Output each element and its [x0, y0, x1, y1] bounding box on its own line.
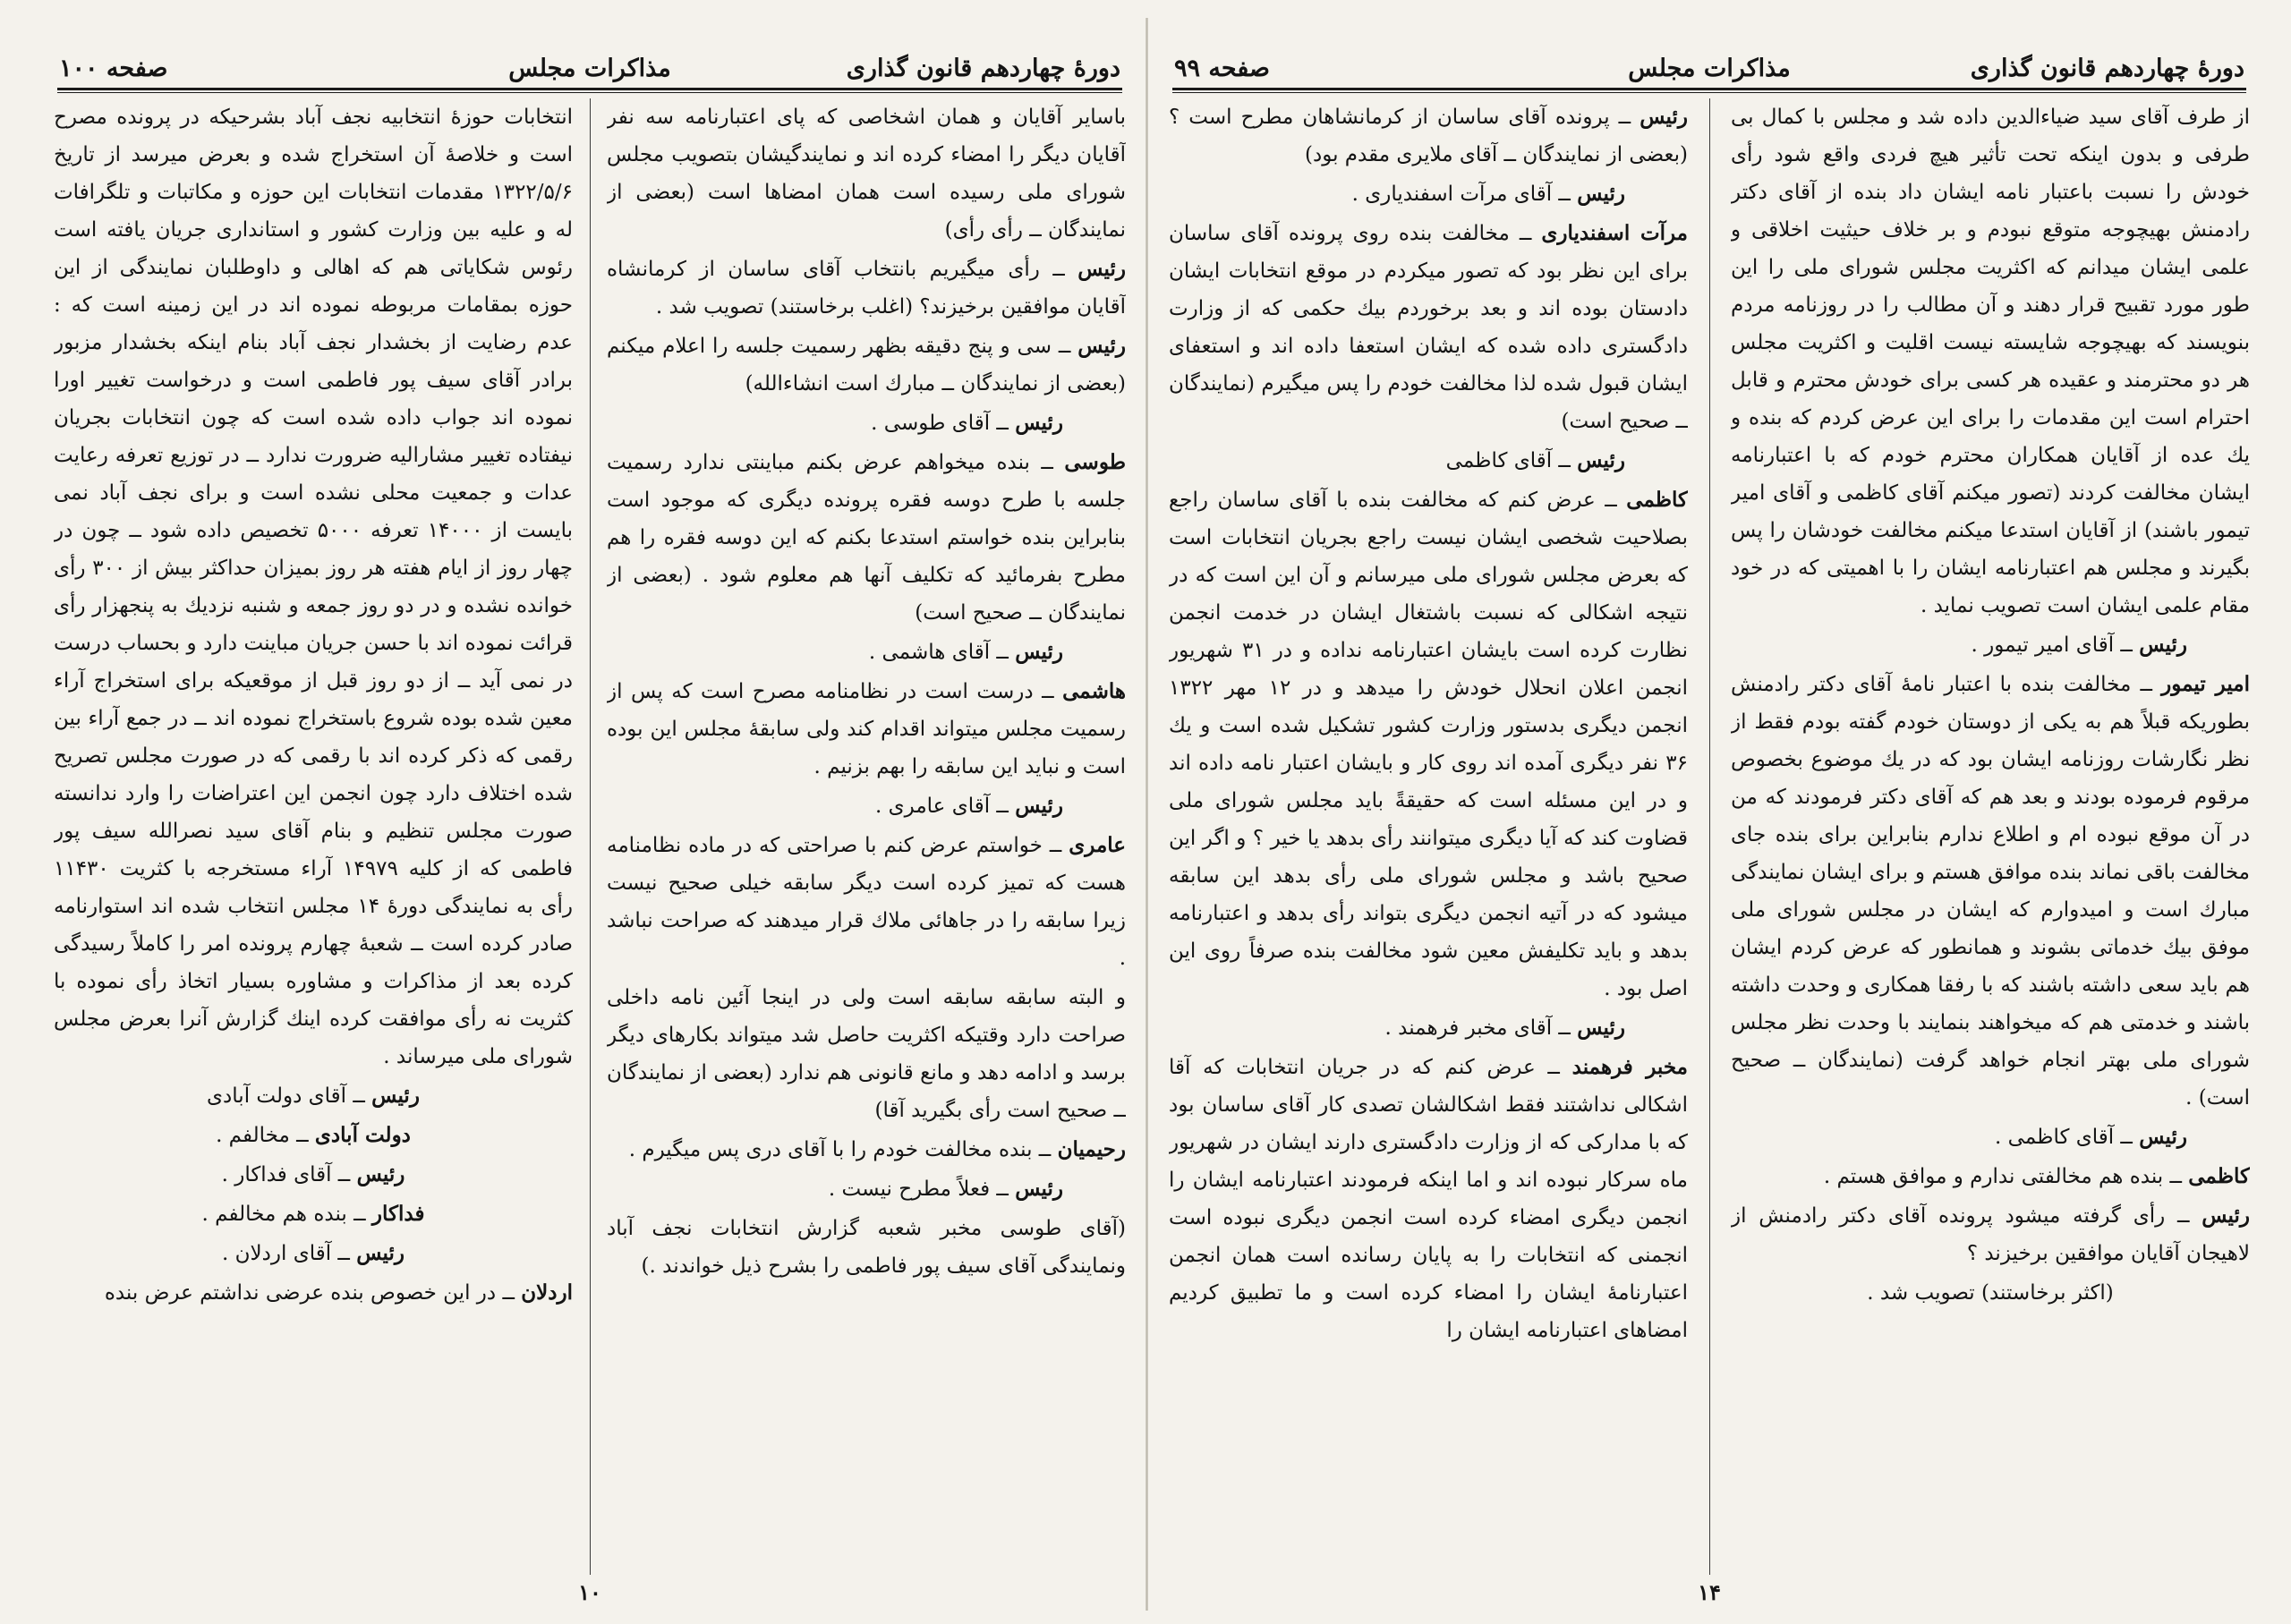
speaker-name: رئیس [1077, 257, 1126, 281]
speech-text: ــ مخالفت بنده با اعتبار نامهٔ آقای دکتر رادمنش بطوریکه قبلاً هم به یکی از دوستان خودم گفته بودم فقط از نظر نگارشات روزنامه ایشان بود که در یك موضوع بخصوص مرقوم فرموده بودند و بعد هم که آقای دکتر فرمودند که من در آن موقع نبوده ام و اطلاع ندارم بنابراین برای بنده جای مخالفت باقی نماند بنده موافق هستم و برای ایشان نمایندگی مبارك است و امیدوارم که ایشان در مجلس شورای ملی موفق بیك خدماتی بشوند و همانطور که عرض کردم ایشان هم باید سعی داشته باشند که با رفقا همکاری و وحدت داشته باشند و خدمتی هم که میخواهند بنمایند با وحدت نظر مجلس شورای ملی بهتر انجام خواهد گرفت (نمایندگان ــ صحیح است) . [1731, 673, 2250, 1110]
right-page [1154, 36, 2264, 1611]
speaker-name: رئیس [1577, 448, 1625, 472]
left-page-right-column [607, 98, 1126, 1575]
speech-text: ــ پرونده آقای ساسان از کرمانشاهان مطرح است ؟ (بعضی از نمایندگان ــ آقای ملایری مقدم بود) [1169, 106, 1688, 166]
left-page-header [54, 36, 1126, 88]
speech-paragraph [607, 327, 1126, 403]
speech-paragraph [607, 1170, 1126, 1208]
left-center-title: مذاکرات مجلس [508, 55, 671, 82]
speech-paragraph [1169, 175, 1688, 213]
speech-paragraph [1169, 215, 1688, 440]
speech-text: ــ آقای کاظمی . [1995, 1126, 2133, 1149]
speech-text: ــ آقای طوسی . [871, 412, 1009, 435]
right-page-right-column [1731, 98, 2250, 1575]
speaker-name: مخبر فرهمند [1571, 1055, 1688, 1079]
speech-paragraph [1169, 481, 1688, 1008]
speech-paragraph [1731, 666, 2250, 1117]
speech-paragraph [1169, 1049, 1688, 1349]
left-page-footer-number: ۱۰ [578, 1579, 601, 1605]
speech-text: ــ آقای کاظمی [1445, 449, 1571, 472]
speaker-name: امیر تیمور [2161, 672, 2250, 696]
left-page-left-column [54, 98, 573, 1575]
speech-text: ــ آقای فداکار . [221, 1163, 351, 1186]
speaker-name: طوسی [1064, 450, 1126, 474]
right-page-number-label: صفحه ۹۹ [1174, 55, 1270, 82]
right-page-header [1169, 36, 2250, 88]
left-page [39, 36, 1140, 1611]
speech-text: ــ در این خصوص بنده عرضی نداشتم عرض بنده [104, 1281, 515, 1305]
speech-paragraph [607, 404, 1126, 442]
speech-text: و البته سابقه سابقه است ولی در اینجا آئین نامه داخلی صراحت دارد وقتیکه اکثریت حاصل شد میتواند بکارهای دیگر برسد و ادامه دهد و مانع قانونی هم ندارد (بعضی از نمایندگان ــ صحیح است رأی بگیرید آقا) [607, 986, 1126, 1122]
right-column-divider [1709, 98, 1710, 1575]
speech-paragraph [54, 1235, 573, 1272]
speech-paragraph [54, 1156, 573, 1194]
speech-text: ــ رأی گرفته میشود پرونده آقای دکتر رادمنش از لاهیجان آقایان موافقین برخیزند ؟ [1731, 1204, 2250, 1265]
speech-text: ــ فعلاً مطرح نیست . [828, 1178, 1009, 1201]
speaker-name: رئیس [1077, 334, 1126, 358]
speech-paragraph [1731, 1197, 2250, 1272]
speech-text: انتخابات حوزهٔ انتخابیه نجف آباد بشرحیکه در پرونده مصرح است و خلاصهٔ آن استخراج شده و بعرض میرسد از تاریخ ۱۳۲۲/۵/۶ مقدمات انتخابات این حوزه و مکاتبات و تلگرافات له و علیه بین وزارت کشور و استانداری جریان یافته است رئوس شکایاتی هم که اهالی و داوطلبان نمایندگی از این حوزه بمقامات مربوطه نموده اند در این زمینه است که : عدم رضایت از بخشدار نجف آباد بنام اینکه بخشدار مزبور برادر آقای سیف پور فاطمی است و درخواست تغییر اورا نموده اند جواب داده شده است که چون انتخابات بجریان نیفتاده تغییر مشارالیه ضرورت ندارد ــ در توزیع تعرفه رعایت عدات و جمعیت محلی نشده است و برای نجف آباد نمی بایست از ۱۴۰۰۰ تعرفه ۵۰۰۰ تخصیص داده شود ــ چون در چهار روز از ایام هفته هر روز بمیزان حداکثر بیش از ۳۰۰ رأی خوانده نشده و در دو روز جمعه و شنبه نزدیك به پنجهزار رأی قرائت نموده اند با حسن جریان مباینت دارد و بحساب درست در نمی آید ــ از دو روز قبل از موقعیکه برای استخراج آراء معین شده بوده شروع باستخراج نموده اند ــ در جمع آراء بین رقمی که ذکر کرده اند با رقمی که در صورت مجلس تصریح شده اختلاف دارد چون انجمن این اعتراضات را وارد ندانسته صورت مجلس تنظیم و بنام آقای سید نصرالله سیف پور فاطمی که از کلیه ۱۴۹۷۹ آراء مستخرجه با کثریت ۱۱۴۳۰ رأی به نمایندگی دورهٔ ۱۴ مجلس انتخاب شده اند استوارنامه صادر کرده است ــ شعبهٔ چهارم پرونده امر را کاملاً رسیدگی کرده بعد از مذاکرات و مشاوره بسیار اتخاذ رأی نموده با کثریت نه رأی موافقت کرده اینك گزارش آنرا بعرض مجلس شورای ملی میرساند . [54, 106, 573, 1068]
speech-text: ــ آقای هاشمی . [868, 641, 1009, 664]
speech-text: ــ سی و پنج دقیقه بظهر رسمیت جلسه را اعلام میکنم (بعضی از نمایندگان ــ مبارك است انشاءالله) [607, 335, 1126, 395]
speech-text: ــ درست است در نظامنامه مصرح است که پس از رسمیت مجلس میتواند اقدام کند ولی سابقهٔ مجلس این بوده است و نباید این سابقه را بهم بزنیم . [607, 680, 1126, 778]
speaker-name: رئیس [1015, 794, 1063, 818]
left-column-divider [590, 98, 591, 1575]
speech-paragraph [1731, 1118, 2250, 1156]
speech-text: ــ مخالفم . [216, 1124, 309, 1147]
speech-text: ــ بنده مخالفت خودم را با آقای دری پس میگیرم . [628, 1138, 1052, 1161]
speech-text: از طرف آقای سید ضیاءالدین داده شد و مجلس با کمال بی طرفی و بدون اینکه تحت تأثیر هیچ فردی واقع شود رأی خودش را نسبت باعتبار نامه ایشان داد بنده از آقای دکتر رادمنش بهیچوجه متوقع نبودم و بر خلاف حیثیت اخلاقی و علمی ایشان میدانم که اکثریت مجلس شورای ملی را این طور مورد تقبیح قرار دهند و آن مطالب را در روزنامه مردم بنویسند که بهیچوجه شایسته نیست اقلیت و اکثریت مجلس هر دو محترمند و عقیده هر کسی برای خودش محترم و قابل احترام است این مقدمات را برای این عرض کردم که بنده و یك عده از آقایان همکاران محترم خودم که با اعتبارنامه ایشان مخالفت کردند (تصور میکنم آقای کاظمی و آقای امیر تیمور باشند) از آقایان استدعا میکنم مخالفت خودشان را پس بگیرند و مجلس هم اعتبارنامه ایشان را با اهمیتی که در خود مقام علمی ایشان است تصویب نماید . [1731, 106, 2250, 617]
speech-paragraph [1731, 626, 2250, 664]
speech-paragraph [607, 673, 1126, 786]
speech-paragraph [607, 251, 1126, 326]
speech-paragraph [1169, 1009, 1688, 1047]
speech-text: ــ بنده هم مخالفم . [201, 1203, 366, 1226]
speech-paragraph [54, 1195, 573, 1233]
speech-text: ــ آقای امیر تیمور . [1971, 633, 2133, 657]
speech-paragraph [1169, 98, 1688, 174]
speaker-name: رئیس [356, 1241, 405, 1265]
left-columns [54, 98, 1126, 1575]
speaker-name: رئیس [1015, 411, 1063, 435]
speaker-name: فداکار [371, 1202, 425, 1226]
speech-text: ــ رأی میگیریم بانتخاب آقای ساسان از کرمانشاه آقایان موافقین برخیزند؟ (اغلب برخاستند) تصویب شد . [607, 258, 1126, 319]
speaker-name: رئیس [1639, 105, 1688, 129]
speaker-name: مرآت اسفندیاری [1541, 221, 1688, 245]
speaker-name: رئیس [1015, 1177, 1063, 1201]
speech-text: ــ عرض کنم که در جریان انتخابات که آقا اشکالی نداشتند فقط اشکالشان تصدی کار آقای ساسان بود که با مدارکی که از وزارت دادگستری دارند ایشان در شهریور ماه سرکار نبوده اند و اما اینکه فرمودند اعتبارنامه ایشان را انجمن دیگری امضاء کرده است انجمن دیگری نبوده است انجمنی که انتخابات را به پایان رسانده است همان انجمن اعتبارنامهٔ ایشان را امضاء کرده است و ما تطبیق کردیم امضاهای اعتبارنامه ایشان را [1169, 1056, 1688, 1342]
speech-text: ــ آقای اردلان . [222, 1242, 350, 1265]
speech-text: (آقای طوسی مخبر شعبه گزارش انتخابات نجف آباد ونمایندگی آقای سیف پور فاطمی را بشرح ذیل خواندند .) [607, 1217, 1126, 1278]
speech-paragraph [607, 1210, 1126, 1285]
speech-paragraph [607, 979, 1126, 1129]
speech-text: ــ بنده هم مخالفتی ندارم و موافق هستم . [1823, 1165, 2182, 1188]
left-page-number-label: صفحه ۱۰۰ [59, 55, 168, 82]
speaker-name: رئیس [2139, 1125, 2187, 1149]
right-page-left-column [1169, 98, 1688, 1575]
speaker-name: رئیس [2139, 633, 2187, 657]
speech-paragraph [54, 1117, 573, 1154]
speaker-name: رئیس [2202, 1203, 2250, 1228]
speech-paragraph [54, 1077, 573, 1115]
speaker-name: عامری [1069, 833, 1126, 857]
speech-text: ــ مخالفت بنده روی پرونده آقای ساسان برای این نظر بود که تصور میکردم در موقع انتخابات ایشان دادستان بوده اند و بعد برخوردم بیك حکمی که از وزارت دادگستری داده شده که ایشان استعفا داده اند و استعفای ایشان قبول شده لذا مخالفت خودم را پس میگیرم (نمایندگان ــ صحیح است) [1169, 222, 1688, 433]
speaker-name: اردلان [521, 1280, 573, 1305]
speech-paragraph [1731, 1158, 2250, 1195]
book-spine [1146, 18, 1148, 1611]
speech-text: ــ آقای مرآت اسفندیاری . [1351, 183, 1571, 206]
speech-paragraph [54, 1274, 573, 1312]
left-side-title: دورهٔ چهاردهم قانون گذاری [846, 55, 1120, 82]
right-header-rule [1172, 88, 2246, 93]
speech-paragraph [1731, 1274, 2250, 1312]
speech-paragraph [54, 98, 573, 1076]
speaker-name: هاشمی [1062, 679, 1126, 703]
right-center-title: مذاکرات مجلس [1628, 55, 1791, 82]
speaker-name: رئیس [1577, 1016, 1625, 1040]
speech-paragraph [607, 787, 1126, 825]
speech-paragraph [1169, 442, 1688, 480]
speech-paragraph [607, 444, 1126, 632]
speech-paragraph [607, 827, 1126, 977]
speaker-name: رئیس [1015, 640, 1063, 664]
speaker-name: رئیس [371, 1084, 420, 1108]
right-columns [1169, 98, 2250, 1575]
speech-text: ــ آقای عامری . [875, 795, 1009, 818]
speaker-name: رئیس [1577, 182, 1625, 206]
speaker-name: کاظمی [1626, 488, 1688, 512]
speech-paragraph [1731, 98, 2250, 625]
speech-text: ــ خواستم عرض کنم با صراحتی که در ماده نظامنامه هست که تمیز کرده است دیگر سابقه خیلی صحیح نیست زیرا سابقه را در جاهائی ملاك قرار میدهند که صراحت نباشد . [607, 834, 1126, 970]
speech-text: ــ عرض کنم که مخالفت بنده با آقای ساسان راجع بصلاحیت شخصی ایشان نیست راجع بجریان انتخابات است که بعرض مجلس شورای ملی میرسانم و آن این است که در نتیجه اشکالی که نسبت باشتغال ایشان در خدمت انجمن نظارت کرده است بایشان اعتبارنامه نداده و در ۳۱ شهریور انجمن اعلان انحلال خودش را میدهد و در ۱۲ مهر ۱۳۲۲ انجمن دیگری بدستور وزارت کشور تشکیل شده است و یك ۳۶ نفر دیگری آمده اند روی کار و بایشان اعتبار نامه داده اند و در این مسئله است که حقیقةً باید مجلس شورای ملی قضاوت کند که آیا دیگری میتوانند رأی بدهد یا خیر ؟ و اگر این صحیح باشد و مجلس شورای ملی رأی بدهد این سابقه میشود که در آتیه انجمن دیگری بتواند رأی بدهد و اعتبارنامه بدهد و باید تکلیفش معین شود مخالفت بنده صرفاً روی این اصل بود . [1169, 489, 1688, 1000]
speaker-name: رحیمیان [1057, 1137, 1126, 1161]
speech-text: ــ آقای دولت آبادی [207, 1084, 365, 1108]
speaker-name: دولت آبادی [314, 1123, 411, 1147]
speaker-name: کاظمی [2188, 1164, 2250, 1188]
speech-paragraph [607, 633, 1126, 671]
left-header-rule [57, 88, 1122, 93]
speech-text: ــ آقای مخبر فرهمند . [1384, 1016, 1571, 1040]
right-page-footer-number: ۱۴ [1698, 1579, 1721, 1605]
speech-paragraph [607, 1131, 1126, 1169]
speech-text: باسایر آقایان و همان اشخاصی که پای اعتبارنامه سه نفر آقایان دیگر را امضاء کرده اند و نمایندگیشان بتصویب مجلس شورای ملی رسیده است همان امضاها است (بعضی از نمایندگان ــ رأی رأی) [607, 106, 1126, 242]
right-side-title: دورهٔ چهاردهم قانون گذاری [1970, 55, 2244, 82]
speech-text: (اکثر برخاستند) تصویب شد . [1867, 1281, 2114, 1305]
speech-text: ــ بنده میخواهم عرض بکنم مباینتی ندارد رسمیت جلسه با طرح دوسه فقره پرونده دیگری که موجود است بنابراین بنده خواستم استدعا بکنم که این دوسه فقره را هم مطرح بفرمائید که تکلیف آنها هم معلوم شود . (بعضی از نمایندگان ــ صحیح است) [607, 451, 1126, 625]
speech-paragraph [607, 98, 1126, 249]
speaker-name: رئیس [356, 1162, 405, 1186]
